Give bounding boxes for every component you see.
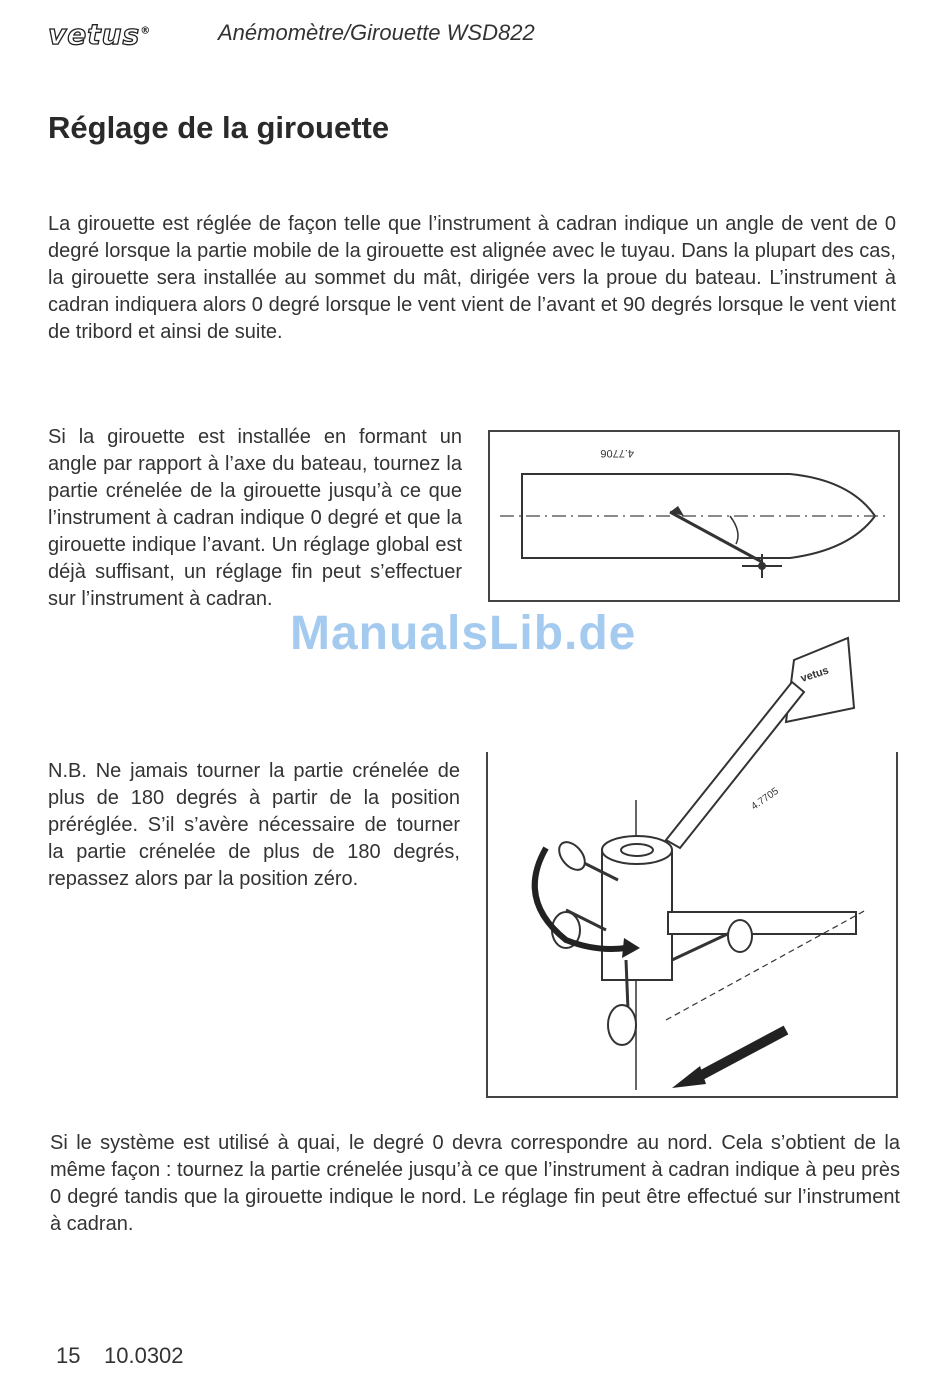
header-title: Anémomètre/Girouette WSD822 <box>218 20 535 45</box>
paragraph-note: N.B. Ne jamais tourner la partie crénelée de plus de 180 degrés à partir de la position préréglée. S’il s’avère nécessaire de tourner la partie crénelée de plus de 180 degrés, repassez alors par la position zéro. <box>48 760 460 890</box>
vane-brand: vetus <box>799 664 831 685</box>
logo-text: vetus <box>48 18 141 51</box>
document-code: 10.0302 <box>104 1343 184 1368</box>
registered-mark: ® <box>140 25 152 37</box>
paragraph-intro: La girouette est réglée de façon telle que l’instrument à cadran indique un angle de vent de 0 degré lorsque la partie mobile de la girouette est alignée avec le tuyau. Dans la plupart des cas, la girouette sera installée au sommet du mât, dirigée vers la proue du bateau. L’instrument à cadran indiquera alors 0 degré lorsque le vent vient de l’avant et 90 degrés lorsque le vent vient de tribord et ainsi de suite. <box>48 213 896 343</box>
paragraph-quay: Si le système est utilisé à quai, le degré 0 devra correspondre au nord. Cela s’obtient de la même façon : tournez la partie crénelée jusqu’à ce que l’instrument à cadran indique à peu près 0 degré tandis que la girouette indique le nord. Le réglage fin peut être effectué sur l’instrument à cadran. <box>50 1132 900 1235</box>
vane-figure-code: 4.7705 <box>749 785 781 813</box>
page-number: 15 <box>56 1343 81 1368</box>
boat-diagram-svg <box>490 432 898 600</box>
boat-diagram <box>488 430 900 602</box>
vane-diagram-svg <box>486 630 906 1100</box>
brand-logo <box>48 18 151 51</box>
boat-figure-code: 4.7706 <box>600 447 634 459</box>
page-title: Réglage de la girouette <box>48 110 390 145</box>
vane-diagram <box>486 630 906 1100</box>
paragraph-angle: Si la girouette est installée en formant un angle par rapport à l’axe du bateau, tournez la partie crénelée de la girouette jusqu’à ce que l’instrument à cadran indique 0 degré et que la girouette indique l’avant. Un réglage global est déjà suffisant, un réglage fin peut s’effectuer sur l’instrument à cadran. <box>48 426 462 610</box>
watermark: ManualsLib.de <box>290 607 637 660</box>
